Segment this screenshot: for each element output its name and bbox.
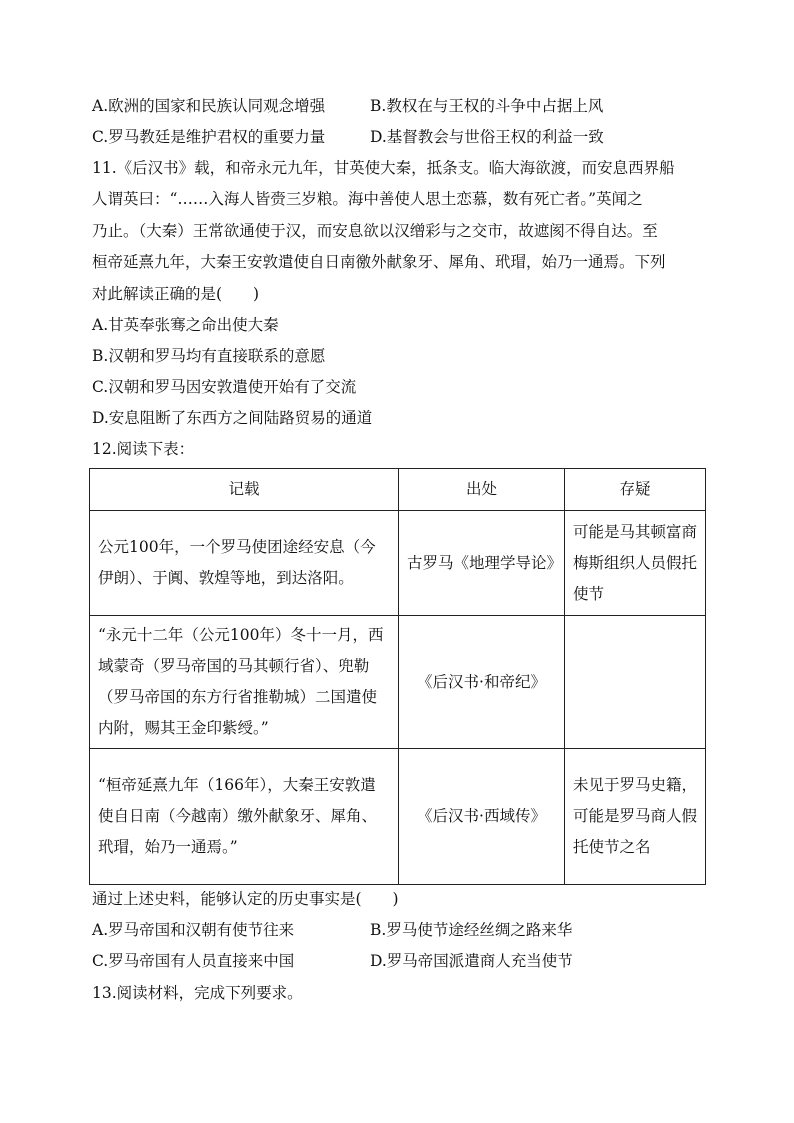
doubt-cell (565, 616, 706, 749)
doubt-cell: 未见于罗马史籍，可能是罗马商人假托使节之名 (565, 749, 706, 885)
q12-option-d: D.罗马帝国派遣商人充当使节 (370, 952, 573, 970)
record-cell: “永元十二年（公元100年）冬十一月，西域蒙奇（罗马帝国的马其顿行省）、兜勒（罗马帝国的东方行省推勒城）二国遣使内附，赐其王金印紫绶。” (90, 616, 399, 749)
q11-stem-line: 对此解读正确的是( ) (92, 285, 260, 303)
header-doubt: 存疑 (565, 469, 706, 511)
record-cell: 公元100年，一个罗马使团途经安息（今伊朗）、于阗、敦煌等地，到达洛阳。 (90, 511, 399, 616)
table-row (90, 511, 706, 616)
q11-option-d: D.安息阻断了东西方之间陆路贸易的通道 (92, 409, 373, 427)
header-source: 出处 (399, 469, 565, 511)
q11-stem-line: 桓帝延熹九年，大秦王安敦遣使自日南徼外献象牙、犀角、玳瑁，始乃一通焉。下列 (92, 253, 666, 271)
q11-stem-line: 人谓英曰：“……入海人皆赍三岁粮。海中善使人思土恋慕，数有死亡者。”英闻之 (92, 190, 643, 208)
q11-stem-line: 乃止。（大秦）王常欲通使于汉，而安息欲以汉缯彩与之交市，故遮阂不得自达。至 (92, 222, 658, 240)
q11-option-b: B.汉朝和罗马均有直接联系的意愿 (92, 347, 326, 365)
q10-option-c: C.罗马教廷是维护君权的重要力量 (92, 128, 326, 146)
q11-option-c: C.汉朝和罗马因安敦遣使开始有了交流 (92, 378, 357, 396)
table-row (90, 616, 706, 749)
historical-records-table (89, 468, 706, 885)
q11-stem-line: 11.《后汉书》载，和帝永元九年，甘英使大秦，抵条支。临大海欲渡，而安息西界船 (92, 159, 675, 177)
record-cell: “桓帝延熹九年（166年），大秦王安敦遣使自日南（今越南）缴外献象牙、犀角、玳瑁，始乃一通焉。” (90, 749, 399, 885)
source-cell: 《后汉书·和帝纪》 (399, 616, 565, 749)
q12-intro: 12.阅读下表： (92, 440, 195, 458)
q12-option-a: A.罗马帝国和汉朝有使节往来 (92, 921, 295, 939)
q11-option-a: A.甘英奉张骞之命出使大秦 (92, 316, 279, 334)
table-header-row (90, 469, 706, 511)
q10-option-a: A.欧洲的国家和民族认同观念增强 (92, 97, 326, 115)
q12-option-c: C.罗马帝国有人员直接来中国 (92, 952, 295, 970)
q10-option-d: D.基督教会与世俗王权的利益一致 (370, 128, 604, 146)
q12-option-b: B.罗马使节途经丝绸之路来华 (370, 921, 573, 939)
header-record: 记载 (90, 469, 399, 511)
q10-option-b: B.教权在与王权的斗争中占据上风 (370, 97, 604, 115)
doubt-cell: 可能是马其顿富商梅斯组织人员假托使节 (565, 511, 706, 616)
source-cell: 《后汉书·西域传》 (399, 749, 565, 885)
source-cell: 古罗马《地理学导论》 (399, 511, 565, 616)
q13-intro: 13.阅读材料，完成下列要求。 (92, 984, 303, 1002)
table-row (90, 749, 706, 885)
q12-question: 通过上述史料，能够认定的历史事实是( ) (92, 890, 399, 908)
